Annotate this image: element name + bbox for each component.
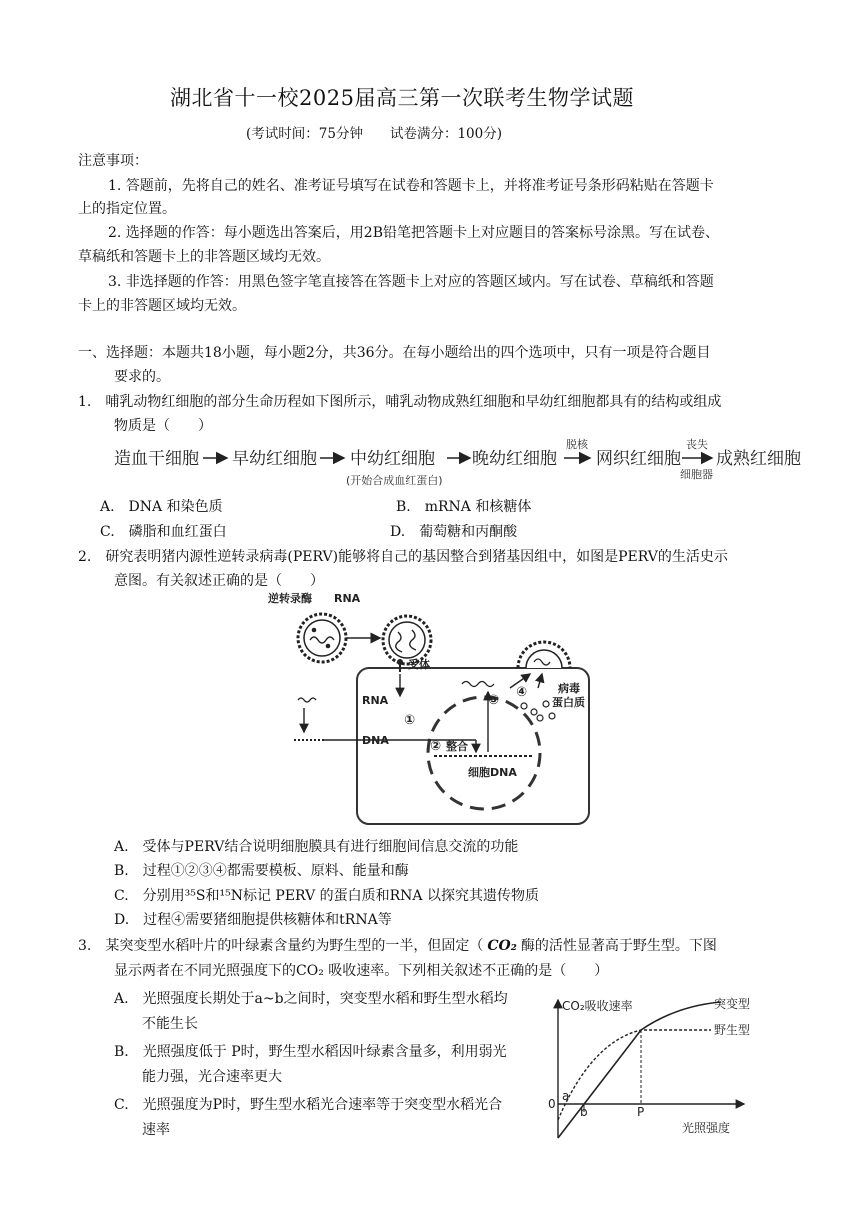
q3-co2-term: CO₂	[487, 938, 517, 954]
q2-option-d: D. 过程④需要猪细胞提供核糖体和tRNA等	[114, 912, 392, 928]
flow-note-hemoglobin: (开始合成血红蛋白)	[346, 474, 443, 487]
flow-step-mid: 中幼红细胞	[350, 449, 435, 469]
flow-label-lose: 丧失	[686, 438, 708, 451]
label-receptor: 受体	[408, 658, 430, 671]
q3-stem-line-2: 显示两者在不同光照强度下的CO₂ 吸收速率。下列相关叙述不正确的是（ ）	[114, 963, 609, 979]
notice-item-1-line-1: 1. 答题前，先将自己的姓名、准考证号填写在试卷和答题卡上，并将准考证号条形码粘贴在答题卡	[108, 178, 714, 194]
notice-item-2-line-2: 草稿纸和答题卡上的非答题区域均无效。	[78, 249, 330, 265]
q1-option-b: B. mRNA 和核糖体	[396, 499, 532, 515]
page-title: 湖北省十一校2025届高三第一次联考生物学试题	[170, 86, 634, 110]
label-virus-protein-1: 病毒	[558, 682, 580, 695]
section-heading-line-1: 一、选择题：本题共18小题，每小题2分，共36分。在每小题给出的四个选项中，只有一项是符合题目	[78, 345, 711, 361]
label-reverse-transcriptase: 逆转录酶	[268, 592, 312, 605]
q2-stem-line-1: 2. 研究表明猪内源性逆转录病毒(PERV)能够将自己的基因整合到猪基因组中，如图是PERV的生活史示	[78, 549, 728, 565]
label-step-4: ④	[516, 685, 528, 700]
q3-option-c-line-2: 速率	[142, 1122, 170, 1138]
flow-step-late: 晚幼红细胞	[472, 449, 557, 469]
label-b: b	[580, 1105, 588, 1119]
notice-item-2-line-1: 2. 选择题的作答：每小题选出答案后，用2B铅笔把答题卡上对应题目的答案标号涂黑。写在试卷、	[108, 225, 720, 241]
q1-stem-line-2: 物质是（ ）	[114, 418, 212, 434]
label-rna-virus: RNA	[334, 592, 361, 605]
virus-particle-outside-1	[298, 614, 346, 662]
q1-flow-diagram	[110, 434, 810, 490]
label-p: P	[637, 1105, 645, 1119]
q1-stem-line-1: 1. 哺乳动物红细胞的部分生命历程如下图所示，哺乳动物成熟红细胞和早幼红细胞都具有的结构或组成	[78, 394, 722, 410]
q3-option-a-line-1: A. 光照强度长期处于a~b之间时，突变型水稻和野生型水稻均	[114, 991, 508, 1007]
budding-virus	[518, 642, 570, 668]
flow-label-organelles: 细胞器	[680, 468, 713, 481]
q2-perv-lifecycle-diagram	[262, 588, 602, 832]
notice-item-3-line-2: 卡上的非答题区域均无效。	[78, 298, 246, 314]
label-a: a	[562, 1089, 570, 1103]
flow-step-hsc: 造血干细胞	[114, 449, 199, 469]
flow-step-mature: 成熟红细胞	[716, 449, 801, 469]
q2-option-c: C. 分别用³⁵S和¹⁵N标记 PERV 的蛋白质和RNA 以探究其遗传物质	[114, 888, 539, 904]
legend-mutant: 突变型	[714, 997, 751, 1011]
legend-wild: 野生型	[714, 1023, 751, 1037]
q3-option-b-line-2: 能力强，光合速率更大	[142, 1069, 282, 1085]
notice-heading: 注意事项：	[78, 153, 148, 169]
q1-option-d: D. 葡萄糖和丙酮酸	[390, 524, 518, 540]
label-dna: DNA	[362, 734, 389, 747]
q3-option-a-line-2: 不能生长	[142, 1016, 198, 1032]
q3-stem-line-1	[78, 935, 717, 955]
exam-info: (考试时间：75分钟 试卷满分：100分)	[246, 126, 502, 142]
notice-item-1-line-2: 上的指定位置。	[78, 201, 176, 217]
q2-stem-line-2: 意图。有关叙述正确的是（ ）	[114, 573, 324, 589]
q2-option-b: B. 过程①②③④都需要模板、原料、能量和酶	[114, 863, 409, 879]
nucleus-envelope	[428, 697, 540, 809]
chart-x-label: 光照强度	[682, 1121, 731, 1135]
q3-option-b-line-1: B. 光照强度低于 P时，野生型水稻因叶绿素含量多，利用弱光	[114, 1044, 507, 1060]
label-step-1: ①	[404, 713, 416, 728]
flow-step-early: 早幼红细胞	[232, 449, 317, 469]
virus-particle-outside-2	[383, 616, 431, 664]
chart-y-label: CO₂吸收速率	[562, 999, 633, 1013]
label-step-3: ③	[488, 693, 500, 708]
q3-stem-line-1-b: 酶的活性显著高于野生型。下图	[520, 938, 717, 954]
q3-stem-line-1-a: 3. 某突变型水稻叶片的叶绿素含量约为野生型的一半，但固定（	[78, 938, 484, 954]
flow-label-enucleation: 脱核	[566, 438, 588, 451]
q1-option-a: A. DNA 和染色质	[100, 499, 223, 515]
q1-option-c: C. 磷脂和血红蛋白	[100, 524, 227, 540]
notice-item-3-line-1: 3. 非选择题的作答：用黑色签字笔直接答在答题卡上对应的答题区域内。写在试卷、草稿纸和答题	[108, 274, 714, 290]
cell-membrane	[357, 668, 589, 824]
flow-step-reticulocyte: 网织红细胞	[596, 449, 681, 469]
label-virus-protein-2: 蛋白质	[552, 696, 585, 709]
label-origin: 0	[548, 1097, 556, 1111]
label-integrate: 整合	[446, 740, 468, 753]
q2-option-a: A. 受体与PERV结合说明细胞膜具有进行细胞间信息交流的功能	[114, 839, 519, 855]
label-rna: RNA	[362, 694, 389, 707]
section-heading-line-2: 要求的。	[114, 369, 170, 385]
label-step-2: ②	[430, 739, 442, 754]
q3-co2-absorption-chart	[546, 992, 760, 1142]
label-cell-dna: 细胞DNA	[468, 766, 517, 779]
q3-option-c-line-1: C. 光照强度为P时，野生型水稻光合速率等于突变型水稻光合	[114, 1097, 503, 1113]
